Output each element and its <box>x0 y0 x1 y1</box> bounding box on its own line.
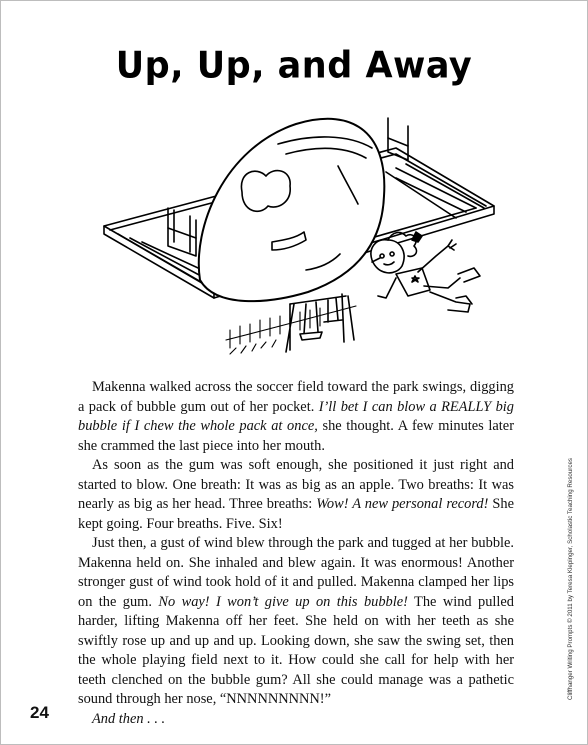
italic-thought: Wow! A new personal record! <box>316 496 489 512</box>
italic-closing: And then . . . <box>92 710 166 727</box>
bubble-drawing <box>199 119 385 301</box>
page-number: 24 <box>30 703 49 722</box>
story-paragraph <box>78 710 514 730</box>
paragraph-text: As soon as the gum was soft enough, she positioned it just right and started to blow. One breath: It was as big as an apple. Two breaths: It was nearly as big as her head. Three breaths: <box>78 457 514 512</box>
copyright-credit: Cliffhanger Writing Prompts © 2011 by Teresa Klepinger, Scholastic Teaching Resources <box>567 458 574 700</box>
story-paragraph <box>78 378 514 456</box>
paragraph-text: Makenna walked across the soccer field toward the park swings, digging a pack of bubble gum out of her pocket. <box>78 379 514 415</box>
paragraph-text: she thought. A few minutes later she crammed the last piece into her mouth. <box>78 418 514 454</box>
italic-thought: No way! I won’t give up on this bubble! <box>158 593 408 610</box>
paragraph-text: She kept going. Four breaths. Five. Six! <box>78 496 514 532</box>
story-text <box>78 378 514 729</box>
fence-drawing <box>226 306 356 354</box>
page-title: Up, Up, and Away <box>115 45 473 87</box>
italic-thought: I’ll bet I can blow a REALLY big bubble if I chew the whole pack at once, <box>78 398 514 434</box>
bubble-illustration <box>96 108 500 364</box>
story-paragraph <box>78 534 514 710</box>
story-paragraph <box>78 456 514 534</box>
paragraph-text: Just then, a gust of wind blew through the park and tugged at her bubble. Makenna held on. She inhaled and blew again. It was enormous! Another stronger gust of wind took hold of it and pulled. Makenna clamped her lips on the gum. <box>78 535 514 610</box>
paragraph-text: The wind pulled harder, lifting Makenna off her feet. She held on with her teeth as she swiftly rose up and up and up. Looking down, she saw the swing set, then the whole playing field next to it. How could she call for help with her teeth clenched on the bubble gum? All she could manage was a pathetic sound through her nose, “NNNNNNNNN!” <box>78 593 514 707</box>
girl-drawing <box>371 232 480 312</box>
